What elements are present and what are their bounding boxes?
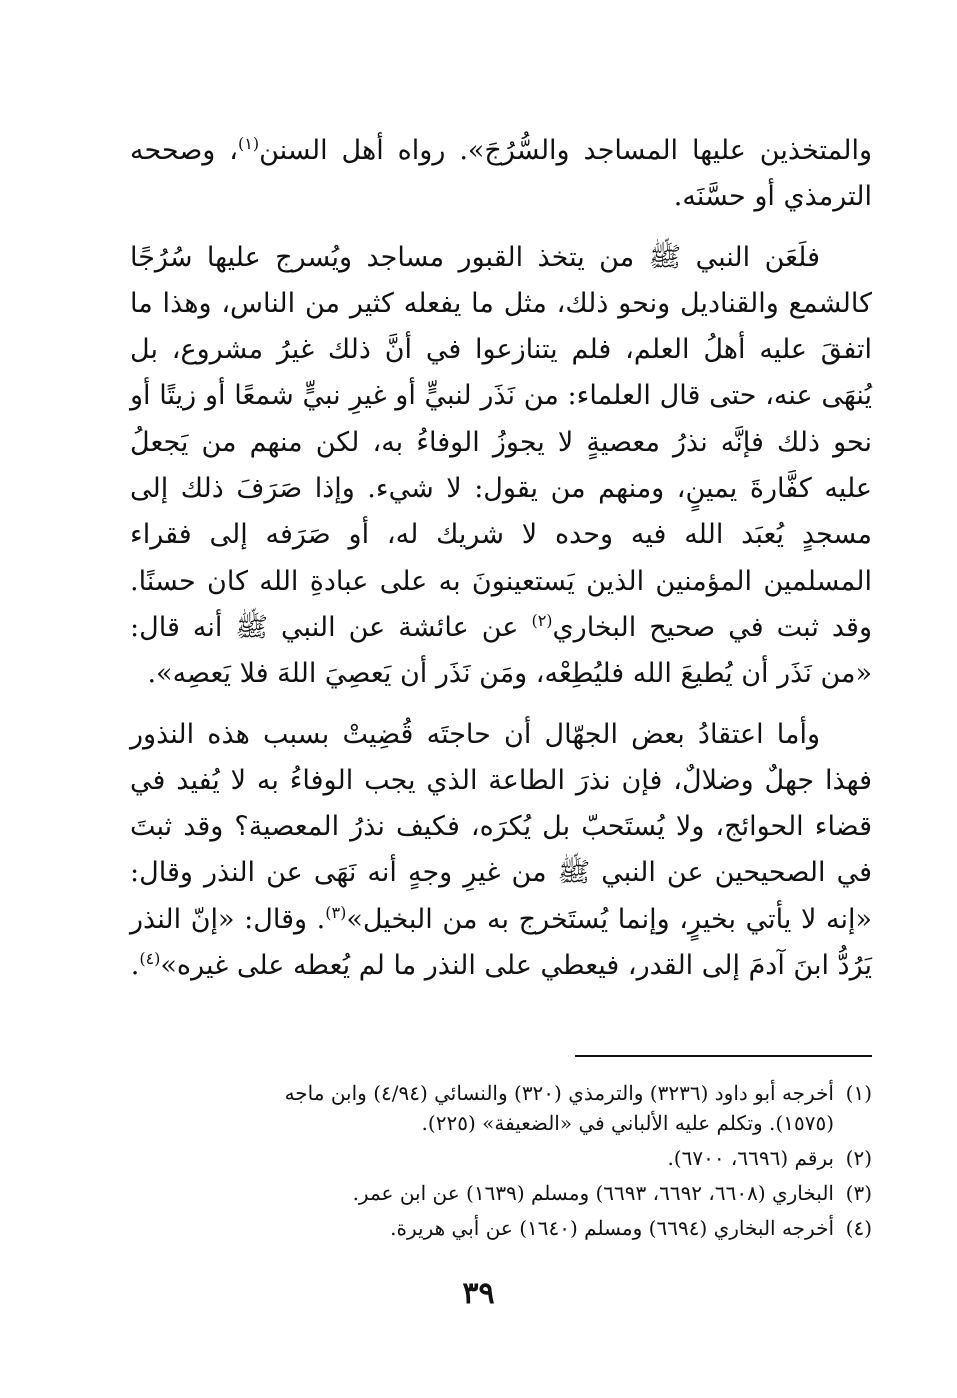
footnote-number: (٣): [845, 1181, 872, 1205]
paragraph-3: [130, 712, 872, 990]
paragraph-3-text-c: .: [130, 950, 140, 982]
footnote-separator: [575, 1055, 872, 1057]
paragraph-2: [130, 235, 872, 698]
footnote-text-continued: (١٥٧٥). وتكلم عليه الألباني في «الضعيفة» (٢٢٥).: [421, 1111, 834, 1135]
paragraph-1-text-a: والمتخذين عليها المساجد والسُّرُجَ». رواه أهل السنن: [259, 135, 872, 166]
footnote-ref-2: (٢): [531, 610, 553, 630]
footnotes: [130, 1078, 872, 1248]
footnote-2: [130, 1143, 872, 1173]
footnote-number: (٢): [845, 1146, 872, 1170]
footnote-ref-3: (٣): [325, 902, 347, 922]
footnote-ref-1: (١): [237, 134, 260, 153]
paragraph-2-text-a: فلَعَن النبي ﷺ من يتخذ القبور مساجد ويُسرج عليها سُرُجًا كالشمع والقناديل ونحو ذلك، مثل ما يفعله كثير من الناس، وهذا ما اتفقَ عليه أهلُ العلم، فلم يتنازعوا في أنَّ ذلك غيرُ مشروع، بل يُنهَى عنه، حتى قال العلماء: من نَذَر لنبيٍّ أو غيرِ نبيٍّ شمعًا أو زيتًا أو نحو ذلك فإنَّه نذرُ معصيةٍ لا يجوزُ الوفاءُ به، لكن منهم من يَجعلُ عليه كفَّارةَ يمينٍ، ومنهم من يقول: لا شيء. وإذا صَرَفَ ذلك إلى مسجدٍ يُعبَد الله فيه وحده لا شريك له، أو صَرَفه إلى فقراء المسلمين المؤمنين الذين يَستعينونَ به على عبادةِ الله كان حسنًا. وقد ثبت في صحيح البخاري: [130, 241, 872, 643]
paragraph-1-text-b: ، وصححه الترمذي أو حسَّنَه.: [130, 135, 872, 213]
paragraph-3-text-b: . وقال: «إنّ النذر يَرُدُّ ابنَ آدمَ إلى القدر، فيعطي على النذر ما لم يُعطه على غيره»: [130, 903, 872, 982]
footnote-text: البخاري (٦٦٠٨، ٦٦٩٢، ٦٦٩٣) ومسلم (١٦٣٩) عن ابن عمر.: [352, 1181, 834, 1205]
footnote-1: [130, 1078, 872, 1138]
footnote-text: برقم (٦٦٩٦، ٦٧٠٠).: [667, 1146, 834, 1170]
footnote-4: [130, 1213, 872, 1243]
paragraph-3-text-a: وأما اعتقادُ بعض الجهّال أن حاجتَه قُضِيتْ بسبب هذه النذور فهذا جهلٌ وضلالٌ، فإن نذرَ الطاعة الذي يجب الوفاءُ به لا يُفيد في قضاء الحوائج، ولا يُستَحبّ بل يُكرَه، فكيف نذرُ المعصية؟ وقد ثبتَ في الصحيحين عن النبي ﷺ من غيرِ وجهٍ أنه نَهَى عن النذر وقال: «إنه لا يأتي بخيرٍ، وإنما يُستَخرج به من البخيل»: [130, 718, 872, 935]
paragraph-2-text-b: عن عائشة عن النبي ﷺ أنه قال: «من نَذَر أن يُطيعَ الله فليُطِعْه، ومَن نَذَر أن يَعصِيَ اللهَ فلا يَعصِه».: [130, 611, 872, 690]
footnote-number: (٤): [845, 1216, 872, 1240]
footnote-number: (١): [845, 1081, 872, 1105]
footnote-text: أخرجه البخاري (٦٦٩٤) ومسلم (١٦٤٠) عن أبي هريرة.: [390, 1216, 834, 1240]
page-number: ٣٩: [462, 1276, 495, 1311]
main-text: [130, 128, 872, 989]
footnote-text: أخرجه أبو داود (٣٢٣٦) والترمذي (٣٢٠) والنسائي (٤/٩٤) وابن ماجه: [284, 1081, 834, 1105]
footnote-ref-4: (٤): [139, 949, 161, 969]
footnote-3: [130, 1178, 872, 1208]
paragraph-1: [130, 128, 872, 221]
